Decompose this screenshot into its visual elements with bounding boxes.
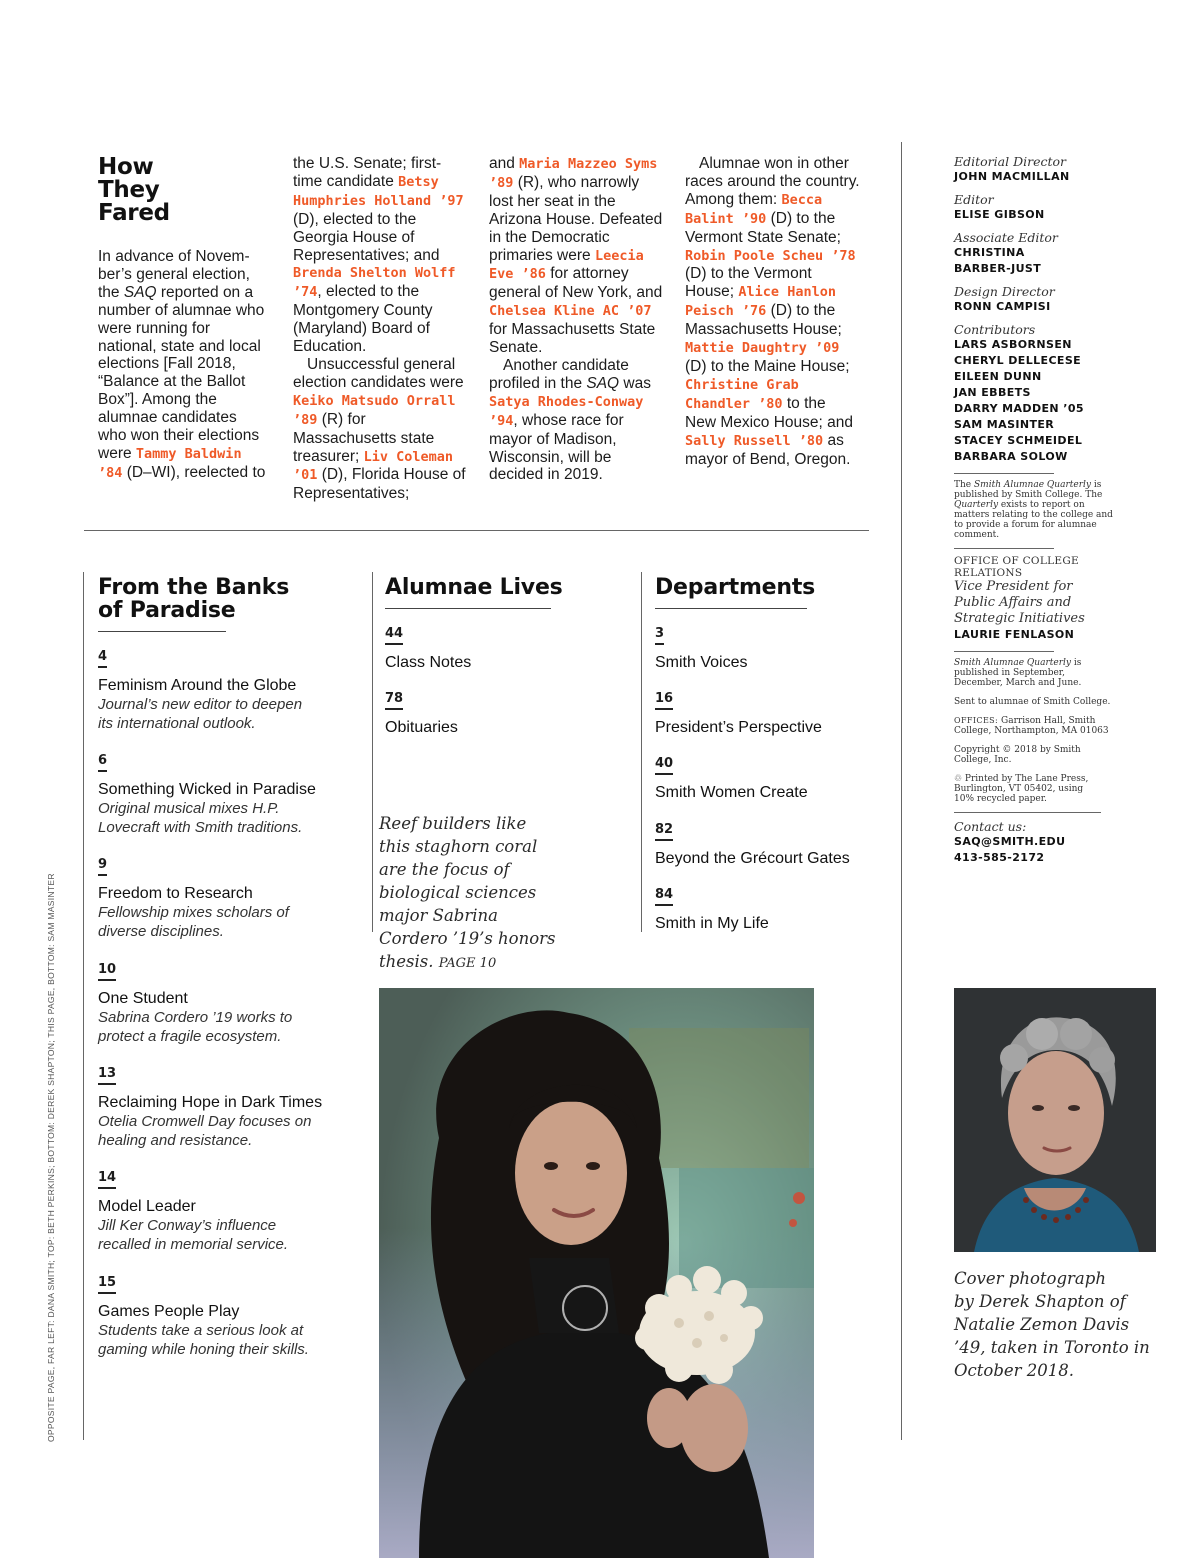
entry-description: Sabrina Cordero ’19 works to <box>98 1009 293 1026</box>
alumna-name: Maria Mazzeo Syms ’89 <box>489 156 658 191</box>
text: The <box>954 480 974 490</box>
text: (R), who narrowly lost her seat in the Arizona House. Defeated in the Democratic primaries were <box>489 173 663 264</box>
text: Another candidate profiled in the <box>489 356 629 392</box>
entry-description: diverse disciplines. <box>98 923 224 940</box>
staff-name: LARS ASBORNSEN <box>954 338 1072 351</box>
toc-entry[interactable] <box>385 624 625 672</box>
text: (D) to the Vermont State Senate; <box>685 209 841 246</box>
entry-description: protect a fragile ecosystem. <box>98 1028 282 1045</box>
column-divider <box>372 572 373 932</box>
entry-description: Fellowship mixes scholars of <box>98 904 289 921</box>
text: as mayor of Bend, Oregon. <box>685 431 851 468</box>
paragraph <box>489 155 664 357</box>
toc-entry[interactable] <box>98 1273 363 1359</box>
text: the U.S. Senate; first-time candidate <box>293 155 442 190</box>
masthead-rule <box>954 651 1054 652</box>
staff-name: SAM MASINTER <box>954 418 1055 431</box>
page-number: 84 <box>655 888 673 906</box>
page-number: 82 <box>655 823 673 841</box>
alumna-name: Mattie Daughtry ’09 <box>685 340 840 357</box>
alumna-name: Brenda Shelton Wolff ’74 <box>293 265 456 301</box>
toc-entry[interactable] <box>98 647 363 733</box>
caption-line: this staghorn coral <box>379 837 538 856</box>
toc-entry[interactable] <box>655 624 885 672</box>
toc-entry[interactable] <box>98 855 363 941</box>
caption-line: biological sciences <box>379 883 537 902</box>
alumna-name: Alice Hanlon Peisch ’76 <box>685 284 836 320</box>
staff-role: Contributors <box>954 322 1036 337</box>
text: Alumnae won in other races around the country. Among them: <box>685 155 860 208</box>
alumna-name: Betsy Humphries Holland ’97 <box>293 173 464 209</box>
staff-name: JAN EBBETS <box>954 386 1031 399</box>
staff-name: STACEY SCHMEIDEL <box>954 434 1083 447</box>
toc-entry[interactable] <box>98 751 363 837</box>
entry-description: Original musical mixes H.P. <box>98 800 280 817</box>
staff-role: Strategic Initiatives <box>954 611 1085 626</box>
entry-title: Games People Play <box>98 1303 240 1320</box>
section-divider <box>84 530 869 531</box>
text: to the New Mexico House; and <box>685 394 853 431</box>
contact-label: Contact us: <box>954 819 1027 834</box>
photo-caption <box>379 812 579 975</box>
page-number: 44 <box>385 627 403 645</box>
text: exists to report on matters relating to the college and to provide a forum for alumnae comment. <box>954 500 1113 540</box>
caption-line: by Derek Shapton of <box>954 1292 1126 1311</box>
student-coral-photo <box>379 988 814 1558</box>
caption-line: Reef builders like <box>379 814 527 833</box>
alumna-name: Tammy Baldwin ’84 <box>98 445 242 481</box>
publication-schedule <box>954 658 1114 688</box>
masthead <box>954 154 1114 866</box>
paragraph <box>98 248 268 483</box>
column-divider <box>641 572 642 932</box>
section-title-alumnae-lives <box>385 576 563 599</box>
page-number: 40 <box>655 757 673 775</box>
publication-name: Smith Alumnae Quarterly <box>954 658 1071 668</box>
publication-abbrev: SAQ <box>586 374 620 392</box>
how-they-fared-column-2 <box>293 155 468 503</box>
entry-title: Smith Voices <box>655 654 748 671</box>
entry-description: Jill Ker Conway’s influence <box>98 1217 277 1234</box>
toc-entry[interactable] <box>98 960 363 1046</box>
masthead-divider <box>901 142 902 1440</box>
toc-entry[interactable] <box>655 754 885 802</box>
staff-role: Design Director <box>954 284 1055 299</box>
page-number: 13 <box>98 1067 116 1085</box>
title-text: Departments <box>655 575 816 600</box>
entry-title: Beyond the Grécourt Gates <box>655 850 850 867</box>
text: for Massachusetts State Senate. <box>489 321 656 357</box>
alumna-name: Keiko Matsudo Orrall ’89 <box>293 392 456 428</box>
staff-name: CHERYL DELLECESE <box>954 354 1082 367</box>
title-underline <box>385 608 551 609</box>
toc-entry[interactable] <box>385 689 625 737</box>
staff-name: ELISE GIBSON <box>954 208 1045 221</box>
entry-description: its international outlook. <box>98 715 256 732</box>
offices-address <box>954 716 1114 736</box>
text: was <box>619 374 651 392</box>
toc-entry[interactable] <box>655 885 885 933</box>
staff-role: Public Affairs and <box>954 595 1072 610</box>
staff-role: Vice President for <box>954 579 1073 594</box>
entry-title: Class Notes <box>385 654 472 671</box>
photo-credit: OPPOSITE PAGE, FAR LEFT: DANA SMITH; TOP: BETH PERKINS; BOTTOM: DEREK SHAPTON; THIS PAGE, BOTTOM: SAM MASINTER <box>46 873 56 1442</box>
contact-email-link[interactable]: SAQ@SMITH.EDU <box>954 835 1066 848</box>
page-reference: PAGE 10 <box>438 956 497 971</box>
page-number: 6 <box>98 754 107 772</box>
title-line: of Paradise <box>98 598 236 623</box>
publication-name: Quarterly <box>954 500 999 510</box>
entry-description: Otelia Cromwell Day focuses on <box>98 1113 312 1130</box>
section-title-banks <box>98 576 289 622</box>
paragraph <box>293 356 468 503</box>
staff-name: RONN CAMPISI <box>954 300 1051 313</box>
staff-role: Editor <box>954 192 994 207</box>
title-text: Alumnae Lives <box>385 575 563 600</box>
title-line: Fared <box>98 200 170 226</box>
staff-role: Editorial Director <box>954 154 1066 169</box>
page-number: 16 <box>655 692 673 710</box>
page-number: 10 <box>98 963 116 981</box>
how-they-fared-title <box>98 156 170 225</box>
staff-name: DARRY MADDEN ’05 <box>954 402 1084 415</box>
how-they-fared-column-3 <box>489 155 664 484</box>
title-underline <box>655 608 807 609</box>
entry-title: Smith Women Create <box>655 784 808 801</box>
text: is published by Smith College. The <box>954 480 1103 500</box>
entry-description: recalled in memorial service. <box>98 1236 289 1253</box>
office-heading: OFFICE OF COLLEGE <box>954 555 1079 567</box>
caption-text: thesis. <box>379 952 439 971</box>
text: (D) to the Massachusetts House; <box>685 302 842 339</box>
entry-description: healing and resistance. <box>98 1132 253 1149</box>
masthead-rule <box>954 812 1101 813</box>
photo-illustration <box>379 988 814 1558</box>
alumna-name: Christine Grab Chandler ’80 <box>685 376 799 412</box>
caption-line: Natalie Zemon Davis <box>954 1315 1130 1334</box>
distribution-note: Sent to alumnae of Smith College. <box>954 697 1111 707</box>
staff-name: CHRISTINA <box>954 246 1025 259</box>
caption-line: major Sabrina <box>379 906 498 925</box>
entry-title: One Student <box>98 990 188 1007</box>
caption-line: October 2018. <box>954 1361 1075 1380</box>
entry-description: Students take a serious look at <box>98 1322 304 1339</box>
alumna-name: Liv Coleman ’01 <box>293 448 454 484</box>
how-they-fared-column-4 <box>685 155 860 468</box>
paragraph <box>489 357 664 484</box>
alumna-name: Satya Rhodes-Conway ’94 <box>489 393 644 429</box>
section-title-departments <box>655 576 815 599</box>
entry-title: President’s Perspective <box>655 719 822 736</box>
portrait-illustration <box>954 988 1156 1252</box>
caption-line: Cordero ’19’s honors <box>379 929 556 948</box>
toc-entry[interactable] <box>98 1064 363 1150</box>
page-number: 14 <box>98 1171 116 1189</box>
alumna-name: Robin Poole Scheu ’78 <box>685 247 856 264</box>
text: (R) for Massachusetts state treasurer; <box>293 410 435 465</box>
text: (D), Florida House of Representatives; <box>293 466 466 503</box>
printer-note: ♲ Printed by The Lane Press, Burlington, VT 05402, using 10% recycled paper. <box>954 774 1089 804</box>
title-line: How <box>98 154 154 180</box>
staff-name: BARBARA SOLOW <box>954 450 1068 463</box>
entry-title: Reclaiming Hope in Dark Times <box>98 1094 323 1111</box>
office-heading: RELATIONS <box>954 567 1023 579</box>
entry-description: Lovecraft with Smith traditions. <box>98 819 303 836</box>
cover-caption <box>954 1267 1154 1382</box>
entry-title: Freedom to Research <box>98 885 253 902</box>
caption-line: ’49, taken in Toronto in <box>954 1338 1150 1357</box>
publication-abbrev: SAQ <box>123 283 157 301</box>
entry-title: Something Wicked in Paradise <box>98 781 316 798</box>
masthead-rule <box>954 548 1054 549</box>
page-number: 4 <box>98 650 107 668</box>
publication-name: Smith Alumnae Quarterly <box>974 480 1091 490</box>
text: (D–WI), reelected to <box>122 463 266 481</box>
staff-role: Associate Editor <box>954 230 1058 245</box>
text: (D) to the Vermont House; <box>685 265 812 301</box>
text: Unsuccessful general election candidates were <box>293 355 464 391</box>
caption-line: Cover photograph <box>954 1269 1106 1288</box>
alumna-name: Becca Balint ’90 <box>685 191 823 227</box>
entry-description: Journal’s new editor to deepen <box>98 696 303 713</box>
mission-statement <box>954 480 1114 540</box>
staff-name: JOHN MACMILLAN <box>954 170 1070 183</box>
text: , elected to the Montgomery County (Maryland) Board of Education. <box>293 283 433 356</box>
text: , whose race for mayor of Madison, Wisconsin, will be decided in 2019. <box>489 411 624 484</box>
column-divider <box>83 572 84 1440</box>
paragraph <box>293 155 468 356</box>
caption-line: are the focus of <box>379 860 510 879</box>
page-number: 9 <box>98 858 107 876</box>
masthead-rule <box>954 473 1054 474</box>
contact-phone: 413-585-2172 <box>954 851 1045 864</box>
entry-description: gaming while honing their skills. <box>98 1341 309 1358</box>
cover-portrait-photo <box>954 988 1156 1252</box>
alumna-name: Sally Russell ’80 <box>685 432 824 449</box>
alumna-name: Leecia Eve ’86 <box>489 247 644 283</box>
title-underline <box>98 631 226 632</box>
text: and <box>489 155 520 172</box>
toc-entry[interactable] <box>655 689 885 737</box>
staff-name: EILEEN DUNN <box>954 370 1042 383</box>
toc-entry[interactable] <box>655 820 885 868</box>
page-number: 3 <box>655 627 664 645</box>
staff-name: BARBER-JUST <box>954 262 1042 275</box>
page-number: 15 <box>98 1276 116 1294</box>
alumna-name: Chelsea Kline AC ’07 <box>489 303 652 320</box>
label: OFFICES: <box>954 716 999 725</box>
text: is published in September, December, March and June. <box>954 658 1082 688</box>
caption-line <box>379 950 579 975</box>
text: (D) to the Maine House; <box>685 357 850 375</box>
entry-title: Obituaries <box>385 719 458 736</box>
text: for attorney general of New York, and <box>489 265 663 302</box>
title-line: From the Banks <box>98 575 290 600</box>
how-they-fared-column-1 <box>98 248 268 483</box>
staff-name: LAURIE FENLASON <box>954 628 1075 641</box>
address-text: Garrison Hall, Smith College, Northampton, MA 01063 <box>954 716 1109 736</box>
page-number: 78 <box>385 692 403 710</box>
copyright-notice: Copyright © 2018 by Smith College, Inc. <box>954 745 1081 765</box>
entry-title: Model Leader <box>98 1198 196 1215</box>
entry-title: Smith in My Life <box>655 915 769 932</box>
text: In advance of Novem-ber’s general election, the <box>98 248 250 301</box>
entry-title: Feminism Around the Globe <box>98 677 297 694</box>
title-line: They <box>98 177 160 203</box>
paragraph <box>685 155 860 468</box>
text: reported on a number of alumnae who were running for national, state and local elections [Fall 2018, “Balance at the Ballot Box”]. Among the alumnae candidates who won their elections were <box>98 283 265 462</box>
toc-entry[interactable] <box>98 1168 363 1254</box>
text: (D), elected to the Georgia House of Representatives; and <box>293 210 440 264</box>
